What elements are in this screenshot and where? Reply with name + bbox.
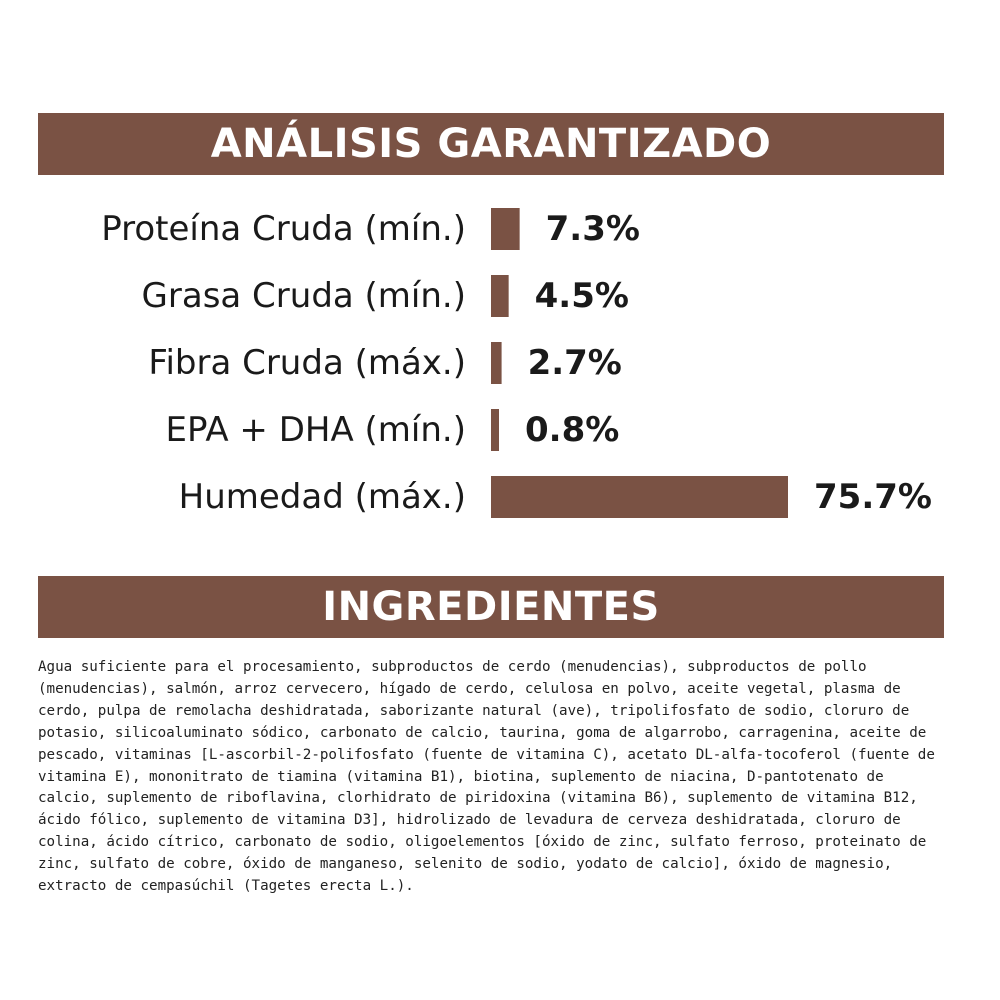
nutrient-bar-chart xyxy=(0,190,1000,540)
bar xyxy=(491,409,499,451)
ingredients-list: Agua suficiente para el procesamiento, subproductos de cerdo (menudencias), subproductos de pollo (menudencias), salmón, arroz cervecero, hígado de cerdo, celulosa en polvo, aceite vegetal, plasma de cerdo, pulpa de remolacha deshidratada, saborizante natural (ave), tripolifosfato de sodio, cloruro de potasio, silicoaluminato sódico, carbonato de calcio, taurina, goma de algarrobo, carragenina, aceite de pescado, vitaminas [L-ascorbil-2-polifosfato (fuente de vitamina C), acetato DL-alfa-tocoferol (fuente de vitamina E), mononitrato de tiamina (vitamina B1), biotina, suplemento de niacina, D-pantotenato de calcio, suplemento de riboflavina, clorhidrato de piridoxina (vitamina B6), suplemento de vitamina B12, ácido fólico, suplemento de vitamina D3], hidrolizado de levadura de cerveza deshidratada, cloruro de colina, ácido cítrico, carbonato de sodio, oligoelementos [óxido de zinc, sulfato ferroso, proteinato de zinc, sulfato de cobre, óxido de manganeso, selenito de sodio, yodato de calcio], óxido de magnesio, extracto de cempasúchil (Tagetes erecta L.). xyxy=(38,659,935,895)
ingredients-title: INGREDIENTES xyxy=(322,584,660,630)
category-label: Proteína Cruda (mín.) xyxy=(101,209,466,249)
value-label: 0.8% xyxy=(525,410,620,450)
category-label: Humedad (máx.) xyxy=(178,477,466,517)
category-label: Grasa Cruda (mín.) xyxy=(141,276,466,316)
value-label: 7.3% xyxy=(545,209,640,249)
bar xyxy=(491,275,509,317)
analysis-title: ANÁLISIS GARANTIZADO xyxy=(210,121,772,167)
bar xyxy=(491,208,520,250)
analysis-header xyxy=(38,113,944,175)
category-label: Fibra Cruda (máx.) xyxy=(148,343,466,383)
ingredients-header xyxy=(38,576,944,638)
value-label: 4.5% xyxy=(534,276,629,316)
value-label: 2.7% xyxy=(527,343,622,383)
bar xyxy=(491,476,788,518)
value-label: 75.7% xyxy=(814,477,932,517)
category-label: EPA + DHA (mín.) xyxy=(165,410,466,450)
bar xyxy=(491,342,502,384)
